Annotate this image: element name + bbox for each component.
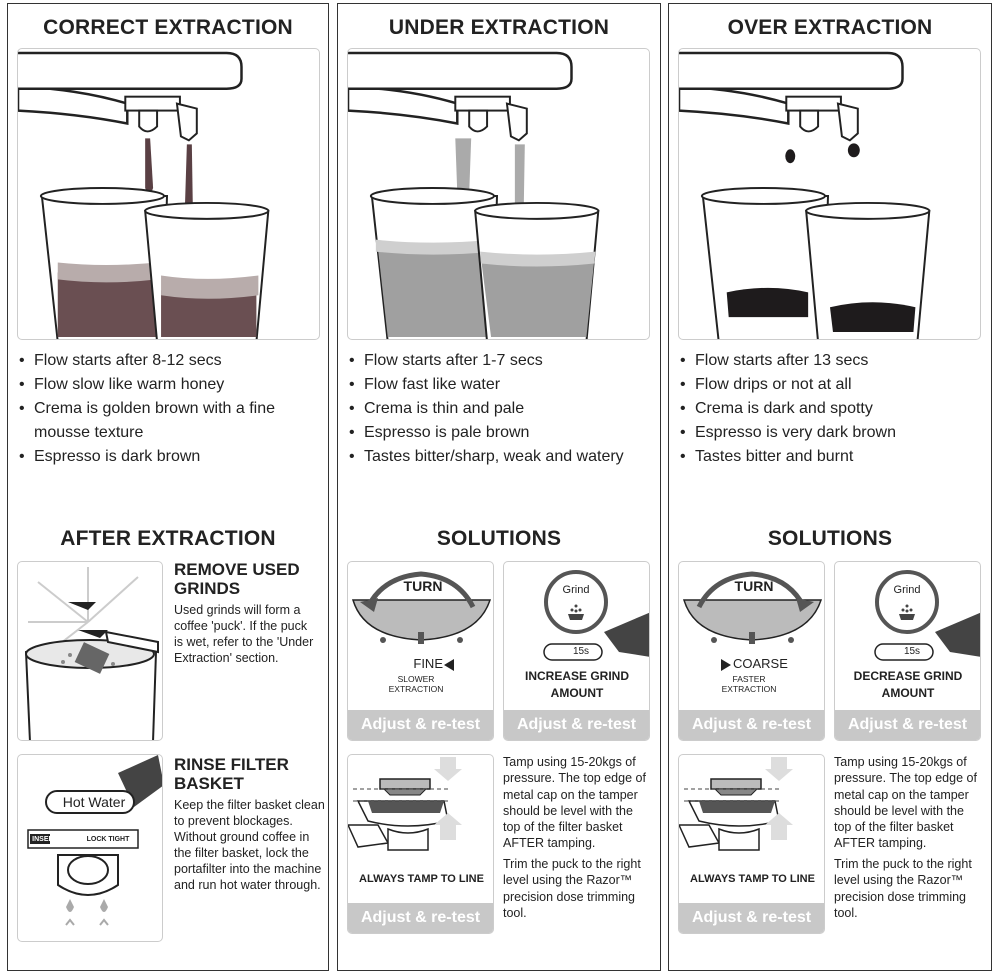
espresso-shot-image [18, 49, 319, 339]
increase-grind-panel [503, 561, 650, 741]
espresso-shot-image [679, 49, 980, 339]
over-extraction-column [668, 3, 992, 971]
tamp-instructions: Tamp using 15-20kgs of pressure. The top edge of metal cap on the tamper should be level with the top of the filter basket AFTER tamping. [834, 755, 977, 851]
adjust-retest-bar: Adjust & re-test [348, 710, 493, 740]
insert-label: INSERT [32, 836, 58, 843]
correct-extraction-list [18, 349, 323, 469]
hot-water-label: Hot Water [62, 794, 126, 810]
tamp-panel [678, 754, 825, 934]
slower-extraction-label: SLOWER EXTRACTION [388, 674, 444, 694]
over-extraction-list [679, 349, 984, 469]
timer-label: 15s [903, 646, 921, 657]
portafilter-rinse-image [18, 755, 163, 942]
list-item: • Flow starts after 1-7 secs [348, 349, 653, 373]
decrease-grind-label: DECREASE GRIND AMOUNT [853, 669, 963, 700]
grind-label: Grind [562, 584, 590, 596]
tamp-caption: ALWAYS TAMP TO LINE [359, 873, 484, 885]
grind-label: Grind [893, 584, 921, 596]
espresso-shot-image [348, 49, 649, 339]
remove-grinds-illustration [17, 561, 163, 741]
grind-coarse-panel [678, 561, 825, 741]
over-extraction-illustration [678, 48, 981, 340]
tamp-caption: ALWAYS TAMP TO LINE [690, 873, 815, 885]
list-item: • Tastes bitter/sharp, weak and watery [348, 445, 653, 469]
list-item: • Crema is golden brown with a fine mousse texture [18, 397, 323, 445]
faster-extraction-label: FASTER EXTRACTION [721, 674, 777, 694]
list-item: • Flow fast like water [348, 373, 653, 397]
correct-extraction-illustration [17, 48, 320, 340]
rinse-basket-title: RINSE FILTER BASKET [174, 755, 289, 793]
rinse-basket-illustration [17, 754, 163, 942]
over-extraction-title: OVER EXTRACTION [727, 16, 933, 39]
trim-instructions: Trim the puck to the right level using the Razor™ precision dose trimming tool. [834, 857, 972, 920]
turn-label: TURN [734, 578, 774, 594]
adjust-retest-bar: Adjust & re-test [504, 710, 649, 740]
trim-instructions: Trim the puck to the right level using the Razor™ precision dose trimming tool. [503, 857, 641, 920]
solutions-title: SOLUTIONS [767, 527, 893, 550]
knock-box-image [18, 562, 163, 741]
list-item: • Crema is dark and spotty [679, 397, 984, 421]
list-item: • Espresso is pale brown [348, 421, 653, 445]
solutions-title: SOLUTIONS [436, 527, 562, 550]
turn-label: TURN [403, 578, 443, 594]
under-extraction-column [337, 3, 661, 971]
under-extraction-list [348, 349, 653, 469]
tamp-panel [347, 754, 494, 934]
adjust-retest-bar: Adjust & re-test [679, 903, 824, 933]
rinse-basket-text: Keep the filter basket clean to prevent blockages. Without ground coffee in the filter basket, lock the portafilter into the machine and run hot water through. [174, 798, 325, 892]
list-item: • Flow starts after 8-12 secs [18, 349, 323, 373]
lock-tight-label: LOCK TIGHT [86, 836, 130, 843]
adjust-retest-bar: Adjust & re-test [679, 710, 824, 740]
adjust-retest-bar: Adjust & re-test [348, 903, 493, 933]
list-item: • Flow starts after 13 secs [679, 349, 984, 373]
timer-label: 15s [572, 646, 590, 657]
arrow-left-icon [444, 659, 454, 671]
correct-extraction-title: CORRECT EXTRACTION [43, 16, 293, 39]
adjust-retest-bar: Adjust & re-test [835, 710, 980, 740]
fine-label: FINE [413, 656, 443, 671]
list-item: • Tastes bitter and burnt [679, 445, 984, 469]
remove-grinds-text: Used grinds will form a coffee 'puck'. If the puck is wet, refer to the 'Under Extraction' section. [174, 603, 314, 665]
list-item: • Espresso is very dark brown [679, 421, 984, 445]
tamp-instructions: Tamp using 15-20kgs of pressure. The top edge of metal cap on the tamper should be level with the top of the filter basket AFTER tamping. [503, 755, 646, 851]
list-item: • Flow drips or not at all [679, 373, 984, 397]
correct-extraction-column [7, 3, 329, 971]
list-item: • Crema is thin and pale [348, 397, 653, 421]
list-item: • Flow slow like warm honey [18, 373, 323, 397]
decrease-grind-panel [834, 561, 981, 741]
remove-grinds-title: REMOVE USED GRINDS [174, 560, 300, 598]
under-extraction-title: UNDER EXTRACTION [388, 16, 610, 39]
after-extraction-title: AFTER EXTRACTION [60, 527, 276, 550]
arrow-right-icon [721, 659, 731, 671]
increase-grind-label: INCREASE GRIND AMOUNT [524, 669, 629, 700]
list-item: • Espresso is dark brown [18, 445, 323, 469]
grind-fine-panel [347, 561, 494, 741]
coarse-label: COARSE [733, 656, 788, 671]
under-extraction-illustration [347, 48, 650, 340]
